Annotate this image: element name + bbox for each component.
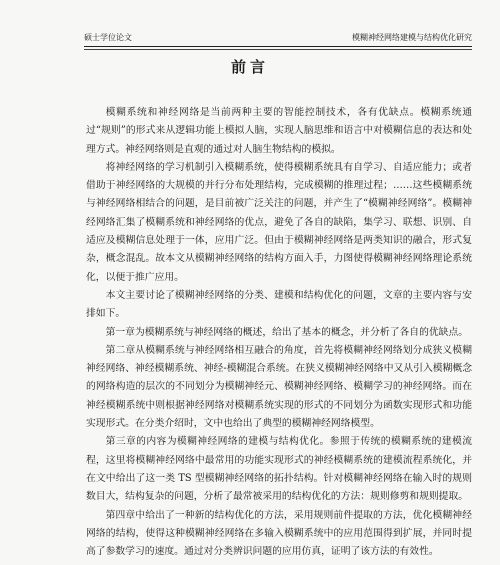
page-title: 前言 [230, 58, 269, 76]
paragraph-chapter-2: 第二章从模糊系统与神经网络相互融合的角度，首先将模糊神经网络划分成狭义模糊神经网络、神经模糊系统、神经-模糊混合系统。在狭义模糊神经网络中又从引入模糊概念的网络构造的层次的不同划分为模糊神经元、模糊神经网络、模糊学习的神经网络。而在神经模糊系统中则根据神经网络对模糊系统实现的形式的不同划分为函数实现形式和功能实现形式。在分类介绍时，文中也给出了典型的模糊神经网络模型。 [86, 344, 472, 430]
paragraph-fnn-background: 将神经网络的学习机制引入模糊系统，使得模糊系统具有自学习、自适应能力；或者借助于神经网络的大规模的并行分布处理结构，完成模糊的推理过程；……这些模糊系统与神经网络相结合的问题，是目前被广泛关注的问题，并产生了“模糊神经网络”。模糊神经网络汇集了模糊系统和神经网络的优点，避免了各自的缺陷，集学习、联想、识别、自适应及模糊信息处理于一体，应用广泛。但由于模糊神经网络是两类知识的融合，形式复杂，概念混乱。故本文从模糊神经网络的结构方面入手，力图使得模糊神经网络理论系统化，以便于推广应用。 [86, 161, 472, 283]
paragraph-chapter-4: 第四章中给出了一种新的结构优化的方法，采用规则前件提取的方法，优化模糊神经网络的结构，使得这种模糊神经网络在多输入模糊系统中的应用范围得到扩展，并同时提高了参数学习的速度。通过对分类辨识问题的应用仿真，证明了该方法的有效性。 [86, 509, 472, 558]
header-rule [84, 46, 472, 47]
paragraph-chapter-3: 第三章的内容为模糊神经网络的建模与结构优化。参照于传统的模糊系统的建模流程，这里将模糊神经网络中最常用的功能实现形式的神经模糊系统的建模流程系统化，并在文中给出了这一类 TS 型模糊神经网络的拓扑结构。针对模糊神经网络在输入时的规则数目大，结构复杂的问题，分析了最常被采用的结构优化的方法：规则修剪和规则提取。 [86, 436, 472, 503]
body-text [86, 104, 472, 561]
paragraph-intro: 模糊系统和神经网络是当前两种主要的智能控制技术，各有优缺点。模糊系统通过“规则”的形式来从逻辑功能上模拟人脑，实现人脑思维和语言中对模糊信息的表达和处理方式。神经网络则是直观的通过对人脑生物结构的模拟。 [86, 107, 472, 155]
paragraph-outline: 本文主要讨论了模糊神经网络的分类、建模和结构优化的问题，文章的主要内容与安排如下。 [86, 289, 472, 320]
header-right-text: 模糊神经网络建模与结构优化研究 [352, 33, 472, 42]
running-header [84, 30, 472, 45]
paragraph-chapter-1: 第一章为模糊系统与神经网络的概述，给出了基本的概念，并分析了各自的优缺点。 [105, 326, 469, 338]
header-rule-thin [84, 49, 472, 50]
header-left-text: 硕士学位论文 [84, 33, 132, 42]
